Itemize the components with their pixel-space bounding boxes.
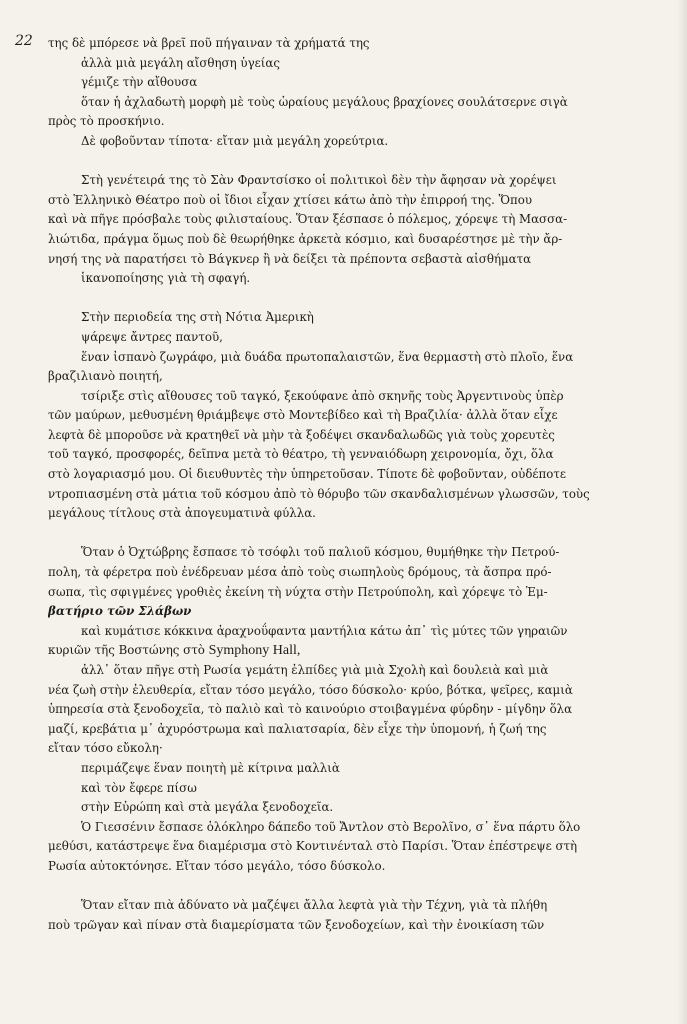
text-line: Ὅταν εἴταν πιὰ ἀδύνατο νὰ μαζέψει ἄλλα λεφτὰ γιὰ τὴν Τέχνη, γιὰ τὰ πλήθη <box>81 898 548 913</box>
text-line: ὑπηρεσία στὰ ξενοδοχεῖα, τὸ παλιὸ καὶ τὸ καινούριο στοιβαγμένα φύρδην - μίγδην ὅλα <box>48 702 573 717</box>
page-number: 22 <box>15 33 33 49</box>
text-line <box>48 641 668 661</box>
paragraph-gap <box>48 877 668 897</box>
text-line: μαζί, κρεβάτια μ᾽ ἀχυρόστρωμα καὶ παλιατσαρία, δὲν εἶχε τὴν ὑπομονή, ἡ ζωή της <box>48 721 547 736</box>
paragraph-gap <box>48 289 668 309</box>
text-line: βραζιλιανὸ ποιητή, <box>48 369 163 384</box>
text-line: στὸ λογαριασμό μου. Οἱ διευθυντὲς τὴν ὑπηρετοῦσαν. Τίποτε δὲ φοβοῦνταν, οὐδέποτε <box>48 467 567 482</box>
text-line: τῶν μαύρων, μεθυσμένη θριάμβεψε στὸ Μοντεβίδεο καὶ τὴ Βραζιλία· ἀλλὰ ὅταν εἶχε <box>48 408 558 423</box>
text-line-segment: κυριῶν τῆς Βοστώνης στὸ <box>48 643 209 658</box>
text-line: σωπα, τὶς σφιγμένες γροθιὲς ἐκείνη τὴ νύχτα στὴν Πετρούπολη, καὶ χόρεψε τὸ Ἐμ- <box>48 584 548 599</box>
text-line: γέμιζε τὴν αἴθουσα <box>81 75 198 90</box>
text-line: ἕναν ἰσπανὸ ζωγράφο, μιὰ δυάδα πρωτοπαλαιστῶν, ἕνα θερμαστὴ στὸ πλοῖο, ἕνα <box>81 349 574 364</box>
text-line: μεγάλους τίτλους στὰ ἀπογευματινὰ φύλλα. <box>48 506 316 521</box>
text-line-segment-latin: Symphony Hall, <box>208 643 301 659</box>
text-line: τοῦ ταγκό, προσφορές, δεῖπνα μετὰ τὸ θέατρο, τὴ γενναιόδωρη χειρονομία, ὄχι, ὅλα <box>48 447 554 462</box>
text-line: καὶ τὸν ἔφερε πίσω <box>81 780 197 795</box>
text-line: πολη, τὰ φέρετρα ποὺ ἐνέδρευαν μέσα ἀπὸ τοὺς σιωπηλοὺς δρόμους, τὰ ἄσπρα πρό- <box>48 565 552 580</box>
page-edge-shadow <box>677 0 687 1024</box>
text-line: ποὺ τρῶγαν καὶ πίναν στὰ διαμερίσματα τῶν ξενοδοχείων, καὶ τὴν ἐνοικίαση τῶν <box>48 917 545 932</box>
text-line: ὅταν ἡ ἀχλαδωτὴ μορφὴ μὲ τοὺς ὡραίους μεγάλους βραχίονες σουλάτσερνε σιγὰ <box>81 94 568 109</box>
text-line: Στὴ γενέτειρά της τὸ Σὰν Φραντσίσκο οἱ πολιτικοὶ δὲν τὴν ἄφησαν νὰ χορέψει <box>81 173 557 188</box>
text-line: της δὲ μπόρεσε νὰ βρεῖ ποῦ πήγαιναν τὰ χρήματά της <box>48 36 370 50</box>
text-line: ἀλλ᾽ ὅταν πῆγε στὴ Ρωσία γεμάτη ἐλπίδες γιὰ μιὰ Σχολὴ καὶ δουλειὰ καὶ μιὰ <box>81 663 549 677</box>
text-line: ψάρεψε ἄντρες παντοῦ, <box>81 329 223 344</box>
text-line: ἀλλὰ μιὰ μεγάλη αἴσθηση ὑγείας <box>81 55 280 70</box>
text-line: Ὅταν ὁ Ὀχτώβρης ἔσπασε τὸ τσόφλι τοῦ παλιοῦ κόσμου, θυμήθηκε τὴν Πετρού- <box>81 545 560 560</box>
text-line: λεφτὰ δὲ μποροῦσε νὰ κρατηθεῖ νὰ μὴν τὰ ξοδέψει σκανδαλωδῶς γιὰ τοὺς χορευτὲς <box>48 427 555 442</box>
text-line: εἴταν τόσο εὔκολη· <box>48 741 163 756</box>
text-line: λιώτιδα, πράγμα ὅμως ποὺ δὲ θεωρήθηκε ἀρκετὰ κόσμιο, καὶ δυσαρέστησε μὲ τὴν ἄρ- <box>48 231 563 246</box>
text-line: νησή της νὰ παρατήσει τὸ Βάγκνερ ἢ νὰ δείξει τὰ πρέποντα σεβαστὰ αἰσθήματα <box>48 251 532 266</box>
paragraph-gap <box>48 152 668 172</box>
text-line: καὶ νὰ πῆγε πρόσβαλε τοὺς φιλισταίους. Ὅταν ξέσπασε ὁ πόλεμος, χόρεψε τὴ Μασσα- <box>48 212 568 227</box>
text-line: βατήριο τῶν Σλάβων <box>48 604 192 619</box>
text-line: στὸ Ἑλληνικὸ Θέατρο ποὺ οἱ ἴδιοι εἶχαν χτίσει κάτω ἀπὸ τὴν ἐπιρροή της. Ὅπου <box>48 192 533 207</box>
paragraph-gap <box>48 524 668 544</box>
text-line: ἱκανοποίησης γιὰ τὴ σφαγή. <box>81 271 251 286</box>
body-text <box>48 34 668 935</box>
text-line: στὴν Εὐρώπη καὶ στὰ μεγάλα ξενοδοχεῖα. <box>81 800 334 815</box>
text-line: ντροπιασμένη στὰ μάτια τοῦ κόσμου ἀπὸ τὸ θόρυβο τῶν σκανδαλισμένων γλωσσῶν, τοὺς <box>48 486 590 501</box>
text-line: περιμάζεψε ἕναν ποιητὴ μὲ κίτρινα μαλλιὰ <box>81 760 340 775</box>
text-line: τσίριξε στὶς αἴθουσες τοῦ ταγκό, ξεκούφανε ἀπὸ σκηνῆς τοὺς Ἀργεντινοὺς ὑπὲρ <box>81 388 564 403</box>
text-line: νέα ζωὴ στὴν ἐλευθερία, εἴταν τόσο μεγάλο, τόσο δύσκολο· κρύο, βότκα, ψεῖρες, καμιὰ <box>48 682 573 697</box>
text-line: μεθύσι, κατάστρεψε ἕνα διαμέρισμα στὸ Κοντινένταλ στὸ Παρίσι. Ὅταν ἐπέστρεψε στὴ <box>48 839 578 854</box>
text-line: πρὸς τὸ προσκήνιο. <box>48 114 165 129</box>
text-line: Ὁ Γιεσσένιν ἔσπασε ὁλόκληρο δάπεδο τοῦ Ἄντλον στὸ Βερολῖνο, σ᾽ ἕνα πάρτυ ὅλο <box>81 819 581 834</box>
text-line: καὶ κυμάτισε κόκκινα ἀραχνοΰφαντα μαντήλια κάτω ἀπ᾽ τὶς μύτες τῶν γηραιῶν <box>81 623 568 638</box>
text-line: Στὴν περιοδεία της στὴ Νότια Ἀμερικὴ <box>81 310 314 325</box>
text-line: Δὲ φοβοῦνταν τίποτα· εἴταν μιὰ μεγάλη χορεύτρια. <box>81 133 389 148</box>
text-line: Ρωσία αὐτοκτόνησε. Εἴταν τόσο μεγάλο, τόσο δύσκολο. <box>48 858 386 873</box>
